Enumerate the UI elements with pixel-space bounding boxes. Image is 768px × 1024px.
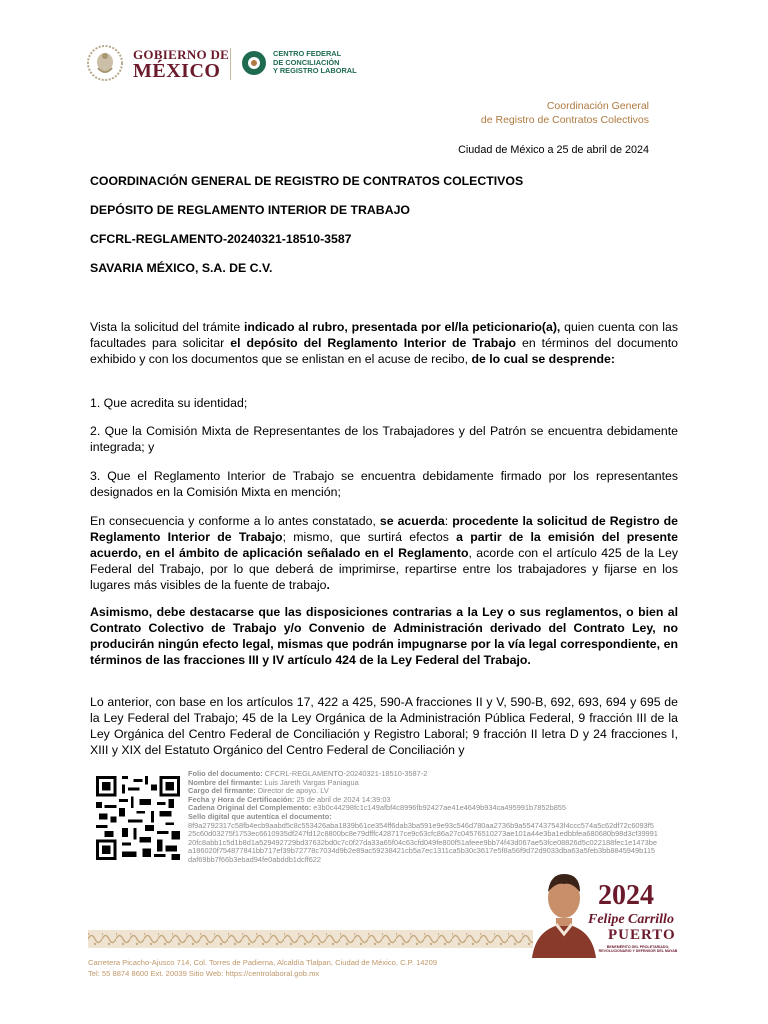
header-divider <box>230 48 231 80</box>
puerto-name: PUERTO <box>608 927 676 943</box>
qr-code-icon <box>96 776 180 860</box>
list-item: 3. Que el Reglamento Interior de Trabajo se encuentra debidamente firmado por los representantes designados en la Comisión Mixta en mención; <box>90 469 678 499</box>
digital-signature-block: Folio del documento: CFCRL-REGLAMENTO-20240321-18510-3587-2 Nombre del firmante: Luis Jareth Vargas Paniagua Cargo del firmante: Director de apoyo. LV Fecha y Hora de Certificación: 25 de abril de 2024 14:39:03 Cadena Original del Complemento: e3b0c44298fc1c149afbf4c8996fb92427ae41e4649b934ca495991b7852b855 Sello digital que autentica el documento: 8f9a2792317c58fb4ecb9aabd5c8c553426aba1839b61ce354ff6dab3ba591e9e93c546d780aa2736b9a5547437543f4ccc574a5c62df72c6093f525c60d03275f1753ec6610935df247fd12c8800bc8e79dfffc428717ce9c63cfc86a27c04576510273ae101a44e3ba1edbbfea680680b98d3cf3999120fc8abb1c5d1b8d1a529492729bd37632bd0c7c0f27da33a65f04c63cfd049fe800f51afeee9bb74f43d067ae53fce08826d5c022188fec1e1473bea186020f754877841bb717ef39b72778c7034d9b2e89ac59238421cb5a7ec1311ca5b30c3617e5f8a56f9d72d9033dba63a5feb3bb8845949b115daf69bb7f66b3ebad94fe0abddb1dcff622 <box>188 769 658 864</box>
mexico-seal-icon <box>86 42 124 84</box>
document-date: Ciudad de México a 25 de abril de 2024 <box>458 144 649 156</box>
felipe-carrillo-name: Felipe Carrillo <box>588 912 674 927</box>
paragraph-intro: Vista la solicitud del trámite indicado al rubro, presentada por el/la peticionario(a), quien cuenta con las facultades para solicitar el depósito del Reglamento Interior de Trabajo en términos del documento exhibido y con los documentos que se enlistan en el acuse de recibo, de lo cual se desprende: <box>90 320 678 366</box>
title-deposit: DEPÓSITO DE REGLAMENTO INTERIOR DE TRABAJO <box>90 203 410 217</box>
cfcrl-name: CENTRO FEDERAL DE CONCILIACIÓN Y REGISTRO LABORAL <box>273 49 357 76</box>
mexico-title: MÉXICO <box>133 60 221 82</box>
cfcrl-logo-icon <box>241 49 267 77</box>
footer-address: Carretera Picacho-Ajusco 714, Col. Torres de Padierna, Alcaldía Tlalpan, Ciudad de México, C.P. 14209 <box>88 958 438 967</box>
title-coordination: COORDINACIÓN GENERAL DE REGISTRO DE CONTRATOS COLECTIVOS <box>90 174 524 188</box>
year-2024-logo: 2024 <box>598 880 654 911</box>
footer-phone-web: Tel: 55 8874 8600 Ext. 20039 Sitio Web: https://centrolaboral.gob.mx <box>88 969 320 978</box>
decorative-footer-band <box>88 930 533 948</box>
list-item: 1. Que acredita su identidad; <box>90 396 248 410</box>
footer-contact <box>88 957 437 979</box>
coordination-heading: Coordinación General de Registro de Contratos Colectivos <box>480 100 649 126</box>
title-folio: CFCRL-REGLAMENTO-20240321-18510-3587 <box>90 232 352 246</box>
title-company: SAVARIA MÉXICO, S.A. DE C.V. <box>90 261 273 275</box>
paragraph-resolution: En consecuencia y conforme a lo antes constatado, se acuerda: procedente la solicitud de Registro de Reglamento Interior de Trabajo; mismo, que surtirá efectos a partir de la emisión del presente acuerdo, en el ámbito de aplicación señalado en el Reglamento, acorde con el artículo 425 de la Ley Federal del Trabajo, por lo que deberá de imprimirse, repartirse entre los trabajadores y fijarse en los lugares más visibles de la fuente de trabajo. <box>90 514 678 592</box>
felipe-carrillo-portrait-icon <box>526 858 602 958</box>
paragraph-legal-basis: Lo anterior, con base en los artículos 17, 422 a 425, 590-A fracciones II y V, 590-B, 692, 693, 694 y 695 de la Ley Federal del Trabajo; 45 de la Ley Orgánica de la Administración Pública Federal, 9 fracción III de la Ley Orgánica del Centro Federal de Conciliación y Registro Laboral; 9 fracción II letra D y 24 fracciones I, XIII y XIX del Estatuto Orgánico del Centro Federal de Conciliación y <box>90 695 678 757</box>
list-item: 2. Que la Comisión Mixta de Representantes de los Trabajadores y del Patrón se encuentra debidamente integrada; y <box>90 424 678 454</box>
paragraph-notice: Asimismo, debe destacarse que las disposiciones contrarias a la Ley o sus reglamentos, o bien al Contrato Colectivo de Trabajo y/o Convenio de Administración derivado del Contrato Ley, no producirán ningún efecto legal, mismas que podrán impugnarse por la vía legal correspondiente, en términos de las fracciones III y IV artículo 424 de la Ley Federal del Trabajo. <box>90 605 678 667</box>
gobierno-title: GOBIERNO DE <box>133 47 230 62</box>
digital-seal-hash: 8f9a2792317c58fb4ecb9aabd5c8c553426aba1839b61ce354ff6dab3ba591e9e93c546d780aa2736b9a5547437543f4ccc574a5c62df72c6093f525c60d03275f1753ec6610935df247fd12c8800bc8e79dfffc428717ce9c63cfc86a27c04576510273ae101a44e3ba1edbbfea680680b98d3cf3999120fc8abb1c5d1b8d1a529492729bd37632bd0c7c0f27da33a65f04c63cfd049fe800f51afeee9bb74f43d067ae53fce08826d5c022188fec1e1473bea186020f754877841bb717ef39b72778c7034d9b2e89ac59238421cb5a7ec1311ca5b30c3617e5f8a56f9d72d9033dba63a5feb3bb8845949b115daf69bb7f66b3ebad94fe0abddb1dcff622 <box>188 820 658 864</box>
emblem-subtitle: BENEMÉRITO DEL PROLETARIADO, REVOLUCIONARIO Y DEFENSOR DEL MAYAB <box>598 945 678 954</box>
